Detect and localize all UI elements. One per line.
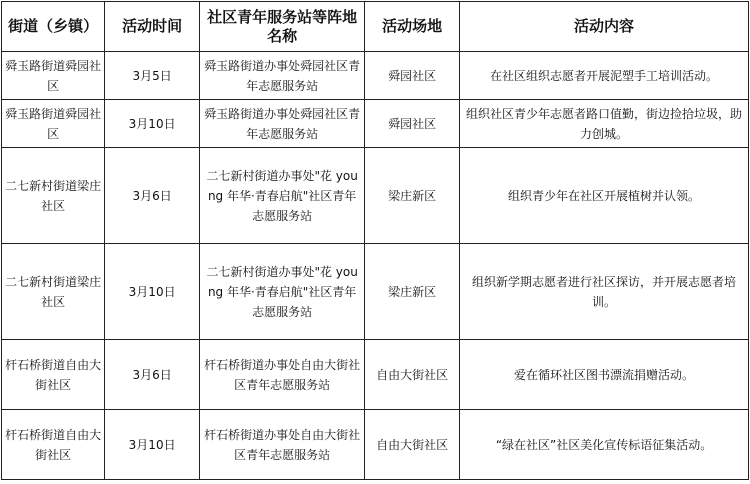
cell-time: 3月6日	[105, 148, 200, 244]
header-venue: 活动场地	[365, 2, 460, 52]
table-row	[2, 148, 749, 244]
cell-venue: 梁庄新区	[365, 244, 460, 340]
cell-time: 3月5日	[105, 52, 200, 100]
table-row	[2, 52, 749, 100]
cell-content: 组织社区青少年志愿者路口值勤，街边捡拾垃圾，助力创城。	[460, 100, 749, 148]
table-row	[2, 100, 749, 148]
cell-station: 舜玉路街道办事处舜园社区青年志愿服务站	[200, 100, 365, 148]
header-time: 活动时间	[105, 2, 200, 52]
cell-content: 组织新学期志愿者进行社区探访，并开展志愿者培训。	[460, 244, 749, 340]
cell-station: 二七新村街道办事处"花 young 年华·青春启航"社区青年志愿服务站	[200, 244, 365, 340]
cell-venue: 自由大街社区	[365, 410, 460, 480]
cell-street: 杆石桥街道自由大街社区	[2, 340, 105, 410]
header-content: 活动内容	[460, 2, 749, 52]
activity-table	[1, 1, 749, 480]
cell-time: 3月10日	[105, 410, 200, 480]
cell-venue: 梁庄新区	[365, 148, 460, 244]
header-row	[2, 2, 749, 52]
table-row	[2, 244, 749, 340]
cell-content: 爱在循环社区图书漂流捐赠活动。	[460, 340, 749, 410]
cell-content: “绿在社区”社区美化宣传标语征集活动。	[460, 410, 749, 480]
cell-street: 杆石桥街道自由大街社区	[2, 410, 105, 480]
cell-station: 杆石桥街道办事处自由大街社区青年志愿服务站	[200, 340, 365, 410]
cell-time: 3月6日	[105, 340, 200, 410]
cell-station: 二七新村街道办事处"花 young 年华·青春启航"社区青年志愿服务站	[200, 148, 365, 244]
cell-street: 舜玉路街道舜园社区	[2, 100, 105, 148]
cell-station: 杆石桥街道办事处自由大街社区青年志愿服务站	[200, 410, 365, 480]
cell-venue: 自由大街社区	[365, 340, 460, 410]
table-row	[2, 340, 749, 410]
cell-content: 在社区组织志愿者开展泥塑手工培训活动。	[460, 52, 749, 100]
cell-station: 舜玉路街道办事处舜园社区青年志愿服务站	[200, 52, 365, 100]
cell-venue: 舜园社区	[365, 52, 460, 100]
cell-content: 组织青少年在社区开展植树并认领。	[460, 148, 749, 244]
cell-time: 3月10日	[105, 100, 200, 148]
cell-street: 二七新村街道梁庄社区	[2, 148, 105, 244]
header-street: 街道（乡镇）	[2, 2, 105, 52]
cell-time: 3月10日	[105, 244, 200, 340]
header-station: 社区青年服务站等阵地名称	[200, 2, 365, 52]
cell-venue: 舜园社区	[365, 100, 460, 148]
table-row	[2, 410, 749, 480]
cell-street: 舜玉路街道舜园社区	[2, 52, 105, 100]
cell-street: 二七新村街道梁庄社区	[2, 244, 105, 340]
